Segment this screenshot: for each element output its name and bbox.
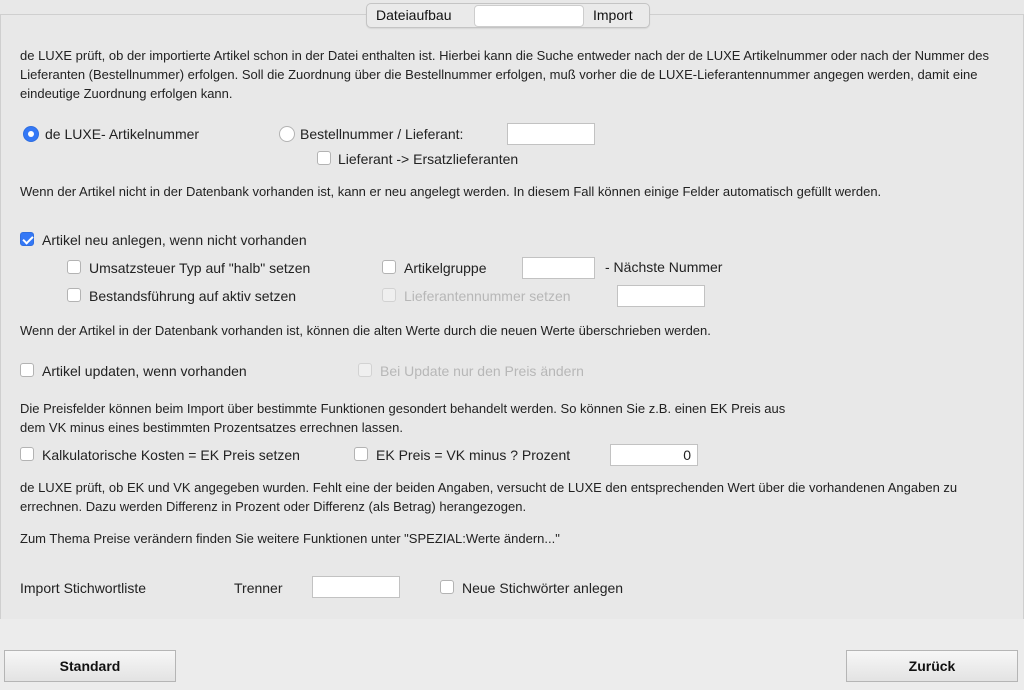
ek-vk-info: de LUXE prüft, ob EK und VK angegeben wurden. Fehlt eine der beiden Angaben, versucht de LUXE den entsprechenden Wert über die vorhandenen Angaben zu errechnen. Dazu werden Differenz in Prozent oder Differenz (als Betrag) herangezogen. xyxy=(20,480,958,514)
intro-text: de LUXE prüft, ob der importierte Artikel schon in der Datei enthalten ist. Hierbei kann die Suche entweder nach der de LUXE Artikelnummer oder nach der Nummer des Lieferanten (Bestellnummer) erfolgen. Soll die Zuordnung über die Bestellnummer erfolgen, muß vorher die de LUXE-Lieferantennummer angegen werden, damit eine eindeutige Zuordnung erfolgen kann. xyxy=(20,48,990,101)
prozent-input[interactable]: 0 xyxy=(610,444,698,466)
tab-bar xyxy=(366,3,650,28)
stichwort-label: Import Stichwortliste xyxy=(20,580,147,596)
ersatzlieferanten-label: Lieferant -> Ersatzlieferanten xyxy=(338,151,519,167)
bestand-label: Bestandsführung auf aktiv setzen xyxy=(89,288,297,304)
kalk-label: Kalkulatorische Kosten = EK Preis setzen xyxy=(42,447,300,463)
artikelgruppe-input[interactable] xyxy=(522,257,595,279)
updaten-label: Artikel updaten, wenn vorhanden xyxy=(42,363,247,379)
radio-artikelnummer-label: de LUXE- Artikelnummer xyxy=(45,126,200,142)
lieferantennummer-input[interactable] xyxy=(617,285,705,307)
radio-bestellnummer-label: Bestellnummer / Lieferant: xyxy=(300,126,464,142)
ek-vk-checkbox[interactable] xyxy=(354,447,368,461)
tab-import[interactable]: Import xyxy=(593,7,633,23)
trenner-input[interactable] xyxy=(312,576,400,598)
kalk-checkbox[interactable] xyxy=(20,447,34,461)
bestand-checkbox[interactable] xyxy=(67,288,81,302)
update-info: Wenn der Artikel in der Datenbank vorhanden ist, können die alten Werte durch die neuen Werte überschrieben werden. xyxy=(20,323,711,338)
ersatzlieferanten-checkbox[interactable] xyxy=(317,151,331,165)
lieferant-input[interactable] xyxy=(507,123,595,145)
thema-info: Zum Thema Preise verändern finden Sie weitere Funktionen unter "SPEZIAL:Werte ändern..." xyxy=(20,531,560,546)
price-info: Die Preisfelder können beim Import über bestimmte Funktionen gesondert behandelt werden. So können Sie z.B. einen EK Preis aus dem VK minus eines bestimmten Prozentsatzes errechnen lassen. xyxy=(20,401,786,435)
radio-bestellnummer[interactable] xyxy=(279,126,295,142)
ek-vk-label: EK Preis = VK minus ? Prozent xyxy=(376,447,571,463)
lieferantennummer-label: Lieferantennummer setzen xyxy=(404,288,571,304)
anlegen-checkbox[interactable] xyxy=(20,232,34,246)
standard-button[interactable]: Standard xyxy=(4,650,176,682)
zurueck-button[interactable]: Zurück xyxy=(846,650,1018,682)
neue-stichwoerter-label: Neue Stichwörter anlegen xyxy=(462,580,624,596)
artikelgruppe-label: Artikelgruppe xyxy=(404,260,487,276)
artikelgruppe-checkbox[interactable] xyxy=(382,260,396,274)
naechste-nummer-label: - Nächste Nummer xyxy=(605,259,723,275)
new-article-info: Wenn der Artikel nicht in der Datenbank vorhanden ist, kann er neu angelegt werden. In diesem Fall können einige Felder automatisch gefüllt werden. xyxy=(20,184,882,199)
trenner-label: Trenner xyxy=(234,580,283,596)
tab-dateiaufbau[interactable]: Dateiaufbau xyxy=(376,7,452,23)
neue-stichwoerter-checkbox[interactable] xyxy=(440,580,454,594)
lieferantennummer-checkbox xyxy=(382,288,396,302)
radio-artikelnummer[interactable] xyxy=(23,126,39,142)
tab-blank[interactable] xyxy=(474,5,584,27)
nur-preis-label: Bei Update nur den Preis ändern xyxy=(380,363,584,379)
nur-preis-checkbox xyxy=(358,363,372,377)
updaten-checkbox[interactable] xyxy=(20,363,34,377)
ust-checkbox[interactable] xyxy=(67,260,81,274)
anlegen-label: Artikel neu anlegen, wenn nicht vorhanden xyxy=(42,232,307,248)
ust-label: Umsatzsteuer Typ auf "halb" setzen xyxy=(89,260,311,276)
